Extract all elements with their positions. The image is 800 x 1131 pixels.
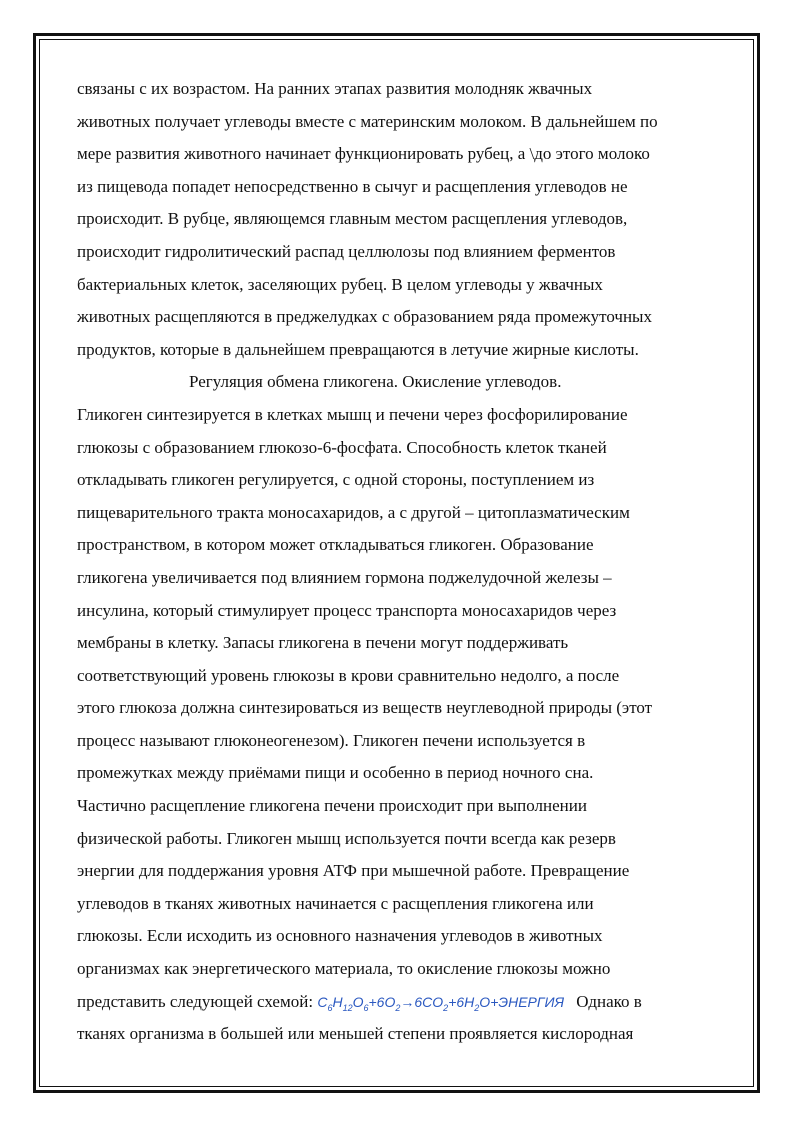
text-line: процесс называют глюконеогенезом). Гликоген печени используется в	[77, 730, 586, 750]
text-line: откладывать гликоген регулируется, с одной стороны, поступлением из	[77, 470, 595, 490]
document-body	[77, 73, 727, 1051]
text-line: гликогена увеличивается под влиянием гормона поджелудочной железы –	[77, 567, 612, 587]
text-line: физической работы. Гликоген мышц используется почти всегда как резерв	[77, 828, 616, 848]
text-line: организмах как энергетического материала, то окисление глюкозы можно	[77, 959, 611, 979]
text-line: инсулина, который стимулирует процесс транспорта моносахаридов через	[77, 600, 617, 620]
text-line: Частично расщепление гликогена печени происходит при выполнении	[77, 796, 587, 816]
text-line: промежутках между приёмами пищи и особенно в период ночного сна.	[77, 763, 594, 783]
text-line: пищеварительного тракта моносахаридов, а с другой – цитоплазматическим	[77, 502, 630, 522]
glucose-oxidation-formula: $C_6H_{12}O_6+6O_2\to 6CO_2+6H_2O+ЭНЕРГИЯ$	[317, 993, 565, 1013]
text-line: продуктов, которые в дальнейшем превращаются в летучие жирные кислоты.	[77, 339, 639, 359]
text-line: животных получает углеводы вместе с материнским молоком. В дальнейшем по	[77, 111, 658, 131]
text-line: мембраны в клетку. Запасы гликогена в печени могут поддерживать	[77, 633, 569, 653]
text-line: Гликоген синтезируется в клетках мышц и печени через фосфорилирование	[77, 404, 628, 424]
formula-lead: представить следующей схемой:	[77, 991, 314, 1011]
text-line: тканях организма в большей или меньшей степени проявляется кислородная	[77, 1024, 634, 1044]
text-line: глюкозы. Если исходить из основного назначения углеводов в животных	[77, 926, 603, 946]
text-line: связаны с их возрастом. На ранних этапах развития молодняк жвачных	[77, 79, 593, 98]
text-line: пространством, в котором может откладываться гликоген. Образование	[77, 535, 594, 555]
text-line: происходит. В рубце, являющемся главным местом расщепления углеводов,	[77, 209, 628, 229]
text-line: бактериальных клеток, заселяющих рубец. В целом углеводы у жвачных	[77, 274, 603, 294]
text-line: мере развития животного начинает функционировать рубец, а \до этого молоко	[77, 144, 650, 164]
text-line: соответствующий уровень глюкозы в крови сравнительно недолго, а после	[77, 665, 620, 685]
text-line: из пищевода попадет непосредственно в сычуг и расщепления углеводов не	[77, 176, 628, 196]
text-line: углеводов в тканях животных начинается с расщепления гликогена или	[77, 893, 594, 913]
text-line: животных расщепляются в преджелудках с образованием ряда промежуточных	[77, 307, 652, 327]
text-line: энергии для поддержания уровня АТФ при мышечной работе. Превращение	[77, 861, 630, 881]
text-line: глюкозы с образованием глюкозо-6-фосфата. Способность клеток тканей	[77, 437, 607, 457]
text-line: этого глюкоза должна синтезироваться из веществ неуглеводной природы (этот	[77, 698, 653, 718]
formula-line	[77, 986, 727, 1019]
formula-trail: Однако в	[576, 991, 642, 1011]
section-heading: Регуляция обмена гликогена. Окисление углеводов.	[189, 372, 562, 392]
text-line: происходит гидролитический распад целлюлозы под влиянием ферментов	[77, 241, 616, 261]
